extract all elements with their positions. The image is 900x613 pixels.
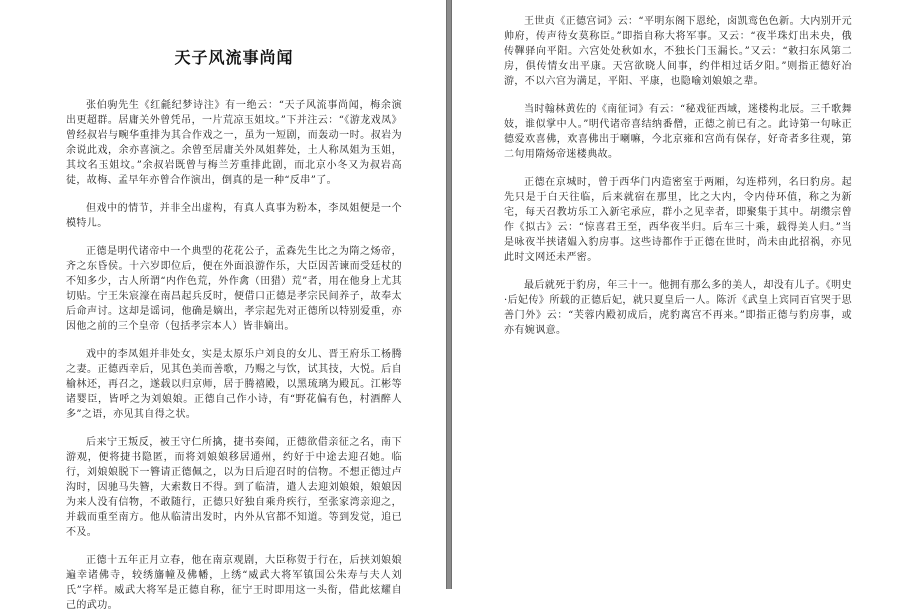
paragraph: 但戏中的情节，并非全出虚构，有真人真事为粉本，李凤姐便是一个模特儿。: [66, 203, 402, 229]
paragraph: 正德十五年正月立春，他在南京观剧，大臣称贺于行在，后挟刘娘娘遍幸诸佛寺，较绣旛幢及佛幡，上绣“威武大将军镇国公朱寿与夫人刘氏”字样。威武大将军是正德自称，征宁王时即用这一头衔，借此炫耀自己的武功。: [66, 555, 402, 611]
paragraph: 正德在京城时，曾于西华门内造密室于两厢，勾连栉列，名曰豹房。起先只是于白天往临，后来就宿在那里，比之大内，令内侍环值，称之为新宅，每天召教坊乐工入新宅承应，群小之见幸者，即聚集于其中。胡缵宗曾作《拟古》云：“惊喜君王至，西华夜半归。后车三十乘，载得美人归。”当是咏夜半挟诸媪入豹房事。这些诗都作于正德在世时，尚未由此招祸，亦见此时文网还未严密。: [504, 177, 852, 263]
paragraph: 戏中的李凤姐并非处女，实是太原乐户刘良的女儿、晋王府乐工杨腾之妻。正德西幸后，见其色美而善歌，乃赐之与饮，试其技，大悦。后自榆林还，再召之，遂载以归京师，居于腾禧殿，以黑琉璃为殿瓦。江彬等诸婴臣，皆呼之为刘娘娘。正德自己作小诗，有“野花偏有色，村酒醉人多”之语，亦见其自得之状。: [66, 349, 402, 420]
right-page: [452, 0, 900, 589]
paragraph: 当时翰林黄佐的《南征词》有云：“秘戏征西域，迷楼构北辰。三千歌舞妓，谁似掌中人。”明代诸帝喜结纳番僧，正德之前已有之。此诗第一句咏正德爱欢喜佛，欢喜佛出于喇嘛，今北京雍和宫尚有保存，好奇者多往观，第二句用隋炀帝迷楼典故。: [504, 104, 852, 160]
paragraph: 王世贞《正德宫词》云：“平明东阁下恩纶，卤凯鸾色色新。大内别开元帅府，传声待女莫称臣。”即指自称大将军事。又云：“夜半珠灯出未央，俄传鞸驿向平阳。六宫处处秋如水，不独长门玉漏长。”又云：“敕扫东风第二房，俱传情女出平康。天宫欲晓人间事，约伴相过话夕阳。”则指正德好冶游，不以六宫为满足，平阳、平康，也隐喻刘娘娘之辈。: [504, 16, 852, 87]
left-page: [0, 0, 446, 611]
paragraph: 后来宁王叛反，被王守仁所擒，捷书奏闻，正德欲借亲征之名，南下游观，便将捷书隐匿，而将刘娘娘移居通州，约好于中途去迎召她。临行，刘娘娘脱下一簪请正德佩之，以为日后迎召时的信物。不想正德过卢沟时，因驰马失簪，大索数日不得。到了临清，遣人去迎刘娘娘，娘娘因为来人没有信物，不敢随行，正德只好独自乘舟疾行，至张家湾亲迎之，并载而重至南方。他从临清出发时，内外从官都不知道。等到发觉，追已不及。: [66, 437, 402, 538]
paragraph: 张伯驹先生《红毹纪梦诗注》有一绝云：“天子风流事尚闻，梅余演出更超群。居庸关外曾凭吊，一片荒凉玉姐坟。”下并注云：“《游龙戏凤》曾经叔岩与畹华重排为其合作戏之一，虽为一短剧，而轰动一时。叔岩为余说此戏，余亦喜演之。余曾至居庸关外凤姐葬处，土人称凤姐为玉姐，其坟名玉姐坟。”余叔岩既曾与梅兰芳重排此剧，而北京小冬又为叔岩高徒，故梅、孟早年亦曾合作演出，倒真的是一种“反串”了。: [66, 100, 402, 186]
article-title: 天子风流事尚闻: [174, 48, 294, 67]
paragraph: 最后就死于豹房，年三十一。他拥有那么多的美人，却没有儿子。《明史·后妃传》所载的正德后妃，就只夏皇后一人。陈沂《武皇上宾同百官哭于思善门外》云：“芙蓉内殿初成后，虎豹离宫不再来。”即指正德与豹房事，或亦有婉讽意。: [504, 280, 852, 336]
paragraph: 正德是明代诸帝中一个典型的花花公子，孟森先生比之为隋之炀帝，齐之东昏侯。十六岁即位后，便在外面浪游作乐，大臣因苦谏而受廷杖的不知多少，古人所谓“内作色荒，外作禽（田猎）荒”者，用在他身上尤其切贴。宁王朱宸濠在南昌起兵反时，便借口正德是孝宗民间养子，故奉太后命声讨。这却是谣词，他确是嫡出，孝宗起先对正德所以特别爱重，亦因他之前的三个皇帝（包括孝宗本人）皆非嫡出。: [66, 246, 402, 332]
